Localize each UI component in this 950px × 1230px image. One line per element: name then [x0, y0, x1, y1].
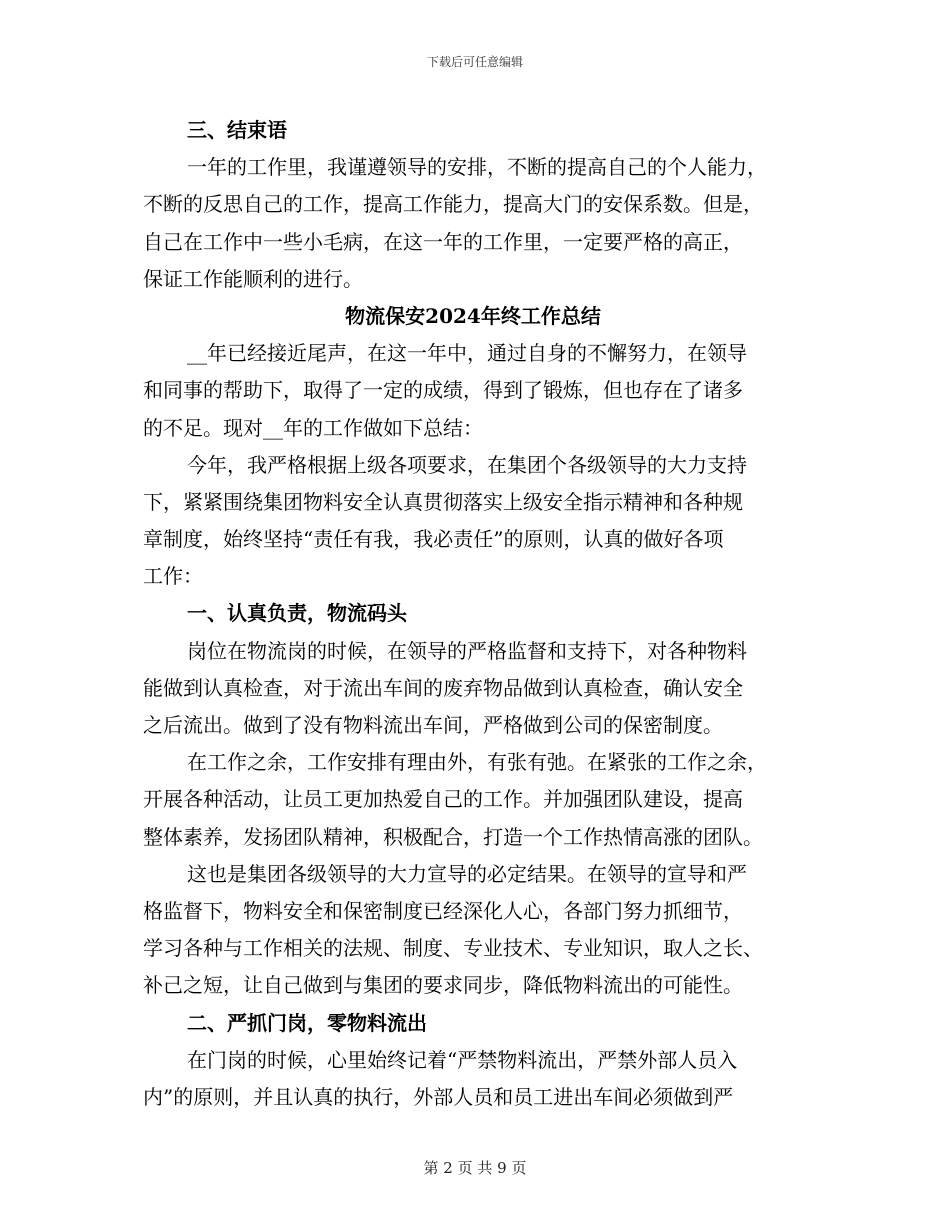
document-body	[143, 112, 803, 1116]
text-line: 保证工作能顺利的进行。	[143, 266, 363, 291]
text-line: 三、结束语	[187, 118, 287, 142]
text-line: 自己在工作中一些小毛病，在这一年的工作里，一定要严格的高正，	[143, 229, 743, 254]
text-line: 内”的原则，并且认真的执行，外部人员和员工进出车间必须做到严	[143, 1084, 734, 1109]
text-line: 和同事的帮助下，取得了一定的成绩，得到了锻炼，但也存在了诸多	[143, 378, 743, 403]
text-line: 一、认真负责，物流码头	[187, 601, 407, 626]
text-line: 物流保安2024年终工作总结	[345, 303, 601, 328]
text-line: 二、严抓门岗，零物料流出	[187, 1010, 427, 1035]
text-line: 学习各种与工作相关的法规、制度、专业技术、专业知识，取人之长、	[143, 936, 763, 961]
text-line: 这也是集团各级领导的大力宣导的必定结果。在领导的宣导和严	[187, 861, 747, 886]
text-line: 补己之短，让自己做到与集团的要求同步，降低物料流出的可能性。	[143, 973, 743, 998]
text-line: 章制度，始终坚持“责任有我，我必责任”的原则，认真的做好各项	[143, 527, 724, 552]
text-line: 在门岗的时候，心里始终记着“严禁物料流出，严禁外部人员入	[187, 1047, 738, 1072]
text-line: 整体素养，发扬团队精神，积极配合，打造一个工作热情高涨的团队。	[143, 824, 763, 849]
text-line: 格监督下，物料安全和保密制度已经深化人心，各部门努力抓细节，	[143, 898, 743, 923]
page-footer: 第 2 页 共 9 页	[423, 1159, 527, 1177]
page-header: 下载后可任意编辑	[426, 55, 523, 69]
text-line: 岗位在物流岗的时候，在领导的严格监督和支持下，对各种物料	[187, 638, 747, 663]
text-line: 工作：	[143, 564, 203, 589]
text-line: 不断的反思自己的工作，提高工作能力，提高大门的安保系数。但是，	[143, 192, 763, 217]
text-line: 一年的工作里，我谨遵领导的安排，不断的提高自己的个人能力，	[187, 155, 767, 180]
text-line: 下，紧紧围绕集团物料安全认真贯彻落实上级安全指示精神和各种规	[143, 489, 743, 514]
text-line: 的不足。现对__年的工作做如下总结：	[143, 415, 483, 440]
text-line: 开展各种活动，让员工更加热爱自己的工作。并加强团队建设，提高	[143, 787, 743, 812]
text-line: 能做到认真检查，对于流出车间的废弃物品做到认真检查，确认安全	[143, 675, 743, 700]
text-line: 在工作之余，工作安排有理由外，有张有弛。在紧张的工作之余，	[187, 750, 767, 775]
text-line: 之后流出。做到了没有物料流出车间，严格做到公司的保密制度。	[143, 713, 723, 737]
text-line: 今年，我严格根据上级各项要求，在集团个各级领导的大力支持	[187, 452, 747, 477]
text-line: __年已经接近尾声，在这一年中，通过自身的不懈努力，在领导	[187, 341, 747, 366]
